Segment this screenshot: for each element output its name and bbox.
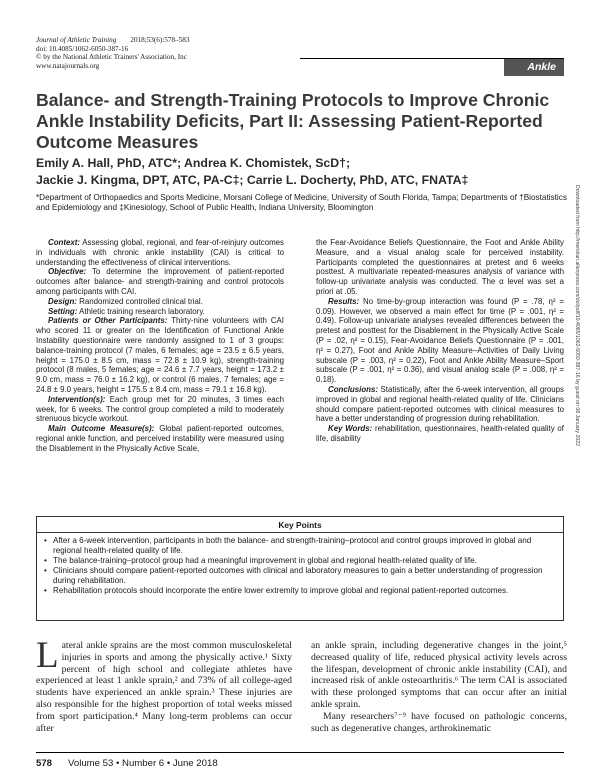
key-point-item bbox=[44, 556, 555, 566]
abstract-section bbox=[316, 424, 564, 444]
body-column-right bbox=[311, 640, 567, 734]
abstract-section bbox=[36, 307, 284, 317]
download-note bbox=[572, 185, 582, 580]
abstract-text: Each group met for 20 minutes, 3 times each week, for 6 weeks. The control group completed a mild to moderately strenuous bicycle workout. bbox=[36, 394, 284, 424]
abstract-section bbox=[36, 316, 284, 394]
abstract-label: Objective: bbox=[48, 267, 87, 277]
abstract-text: Statistically, after the 6-week intervention, all groups improved in global and regional health-related quality of life. Clinicians should compare patient-reported outcomes with clinical measures to have a better understanding of progression during rehabilitation. bbox=[316, 384, 564, 424]
abstract-text: To determine the improvement of patient-reported outcomes after balance- and strength-training and control protocols among participants with CAI. bbox=[36, 267, 284, 296]
abstract-section bbox=[316, 297, 564, 385]
abstract-section bbox=[36, 297, 284, 307]
doi: doi: 10.4085/1062-6050-387-16 bbox=[36, 44, 129, 53]
abstract-label: Intervention(s): bbox=[48, 394, 106, 404]
abstract-label: Setting: bbox=[48, 306, 78, 316]
abstract-label: Patients or Other Participants: bbox=[48, 316, 168, 326]
author-line-1: Emily A. Hall, PhD, ATC*; Andrea K. Chomistek, ScD†; bbox=[36, 156, 351, 170]
body-paragraph-1-cont: an ankle sprain, including degenerative changes in the joint,⁵ decreased quality of life, reduced physical activity levels across the lifespan, development of chronic ankle instability (CAI), and increased risk of ankle osteoarthritis.⁶ The term CAI is associated with these prolonged symptoms that can occur after an initial ankle sprain. bbox=[311, 640, 567, 710]
journal-url[interactable]: www.natajournals.org bbox=[36, 61, 100, 70]
abstract-section bbox=[36, 267, 284, 296]
drop-cap: L bbox=[36, 635, 59, 676]
key-point-item bbox=[44, 586, 555, 596]
abstract-label: Context: bbox=[48, 238, 80, 247]
abstract-text: Assessing global, regional, and fear-of-reinjury outcomes in individuals with chronic ankle instability (CAI) is critical to understanding the effectiveness of clinical interventions. bbox=[36, 238, 284, 267]
abstract-text: No time-by-group interaction was found (P = .78, η² = 0.09). However, we observed a main effect for time (P = .001, η² = 0.49). Follow-up univariate analyses revealed differences between the pretest and posttest for the Disablement in the Physically Active Scale (P = .02, η² = 0.15), Fear-Avoidance Beliefs Questionnaire (P = .001, η² = 0.27), Foot and Ankle Ability Measure–Activities of Daily Living subscale (P = .003, η² = 0.22), Foot and Ankle Ability Measure–Sport subscale (P = .001, η² = 0.36), and visual analog scale (P = .008, η² = 0.18). bbox=[316, 296, 564, 385]
copyright: © by the National Athletic Trainers' Association, Inc bbox=[36, 53, 187, 62]
abstract-label: Design: bbox=[48, 296, 77, 306]
bullet-icon: • bbox=[44, 536, 47, 545]
abstract-text: the Fear-Avoidance Beliefs Questionnaire, the Foot and Ankle Ability Measure, and a visual analog scale for perceived instability. Participants completed the questionnaires at pretest and 6 weeks posttest. A multivariate repeated-measures analysis of variance with follow-up univariate analysis was conducted. The α level was set a priori at .05. bbox=[316, 238, 564, 296]
abstract-section bbox=[36, 238, 284, 267]
journal-citation: 2018;53(6):578–583 bbox=[130, 36, 190, 44]
journal-header bbox=[36, 36, 189, 70]
key-point-text: The balance-training–protocol group had a meaningful improvement in global and regional health-related quality of life. bbox=[53, 556, 477, 566]
abstract-section bbox=[36, 395, 284, 424]
abstract-label: Conclusions: bbox=[328, 384, 378, 394]
author-line-2: Jackie J. Kingma, DPT, ATC, PA-C‡; Carrie L. Docherty, PhD, ATC, FNATA‡ bbox=[36, 172, 469, 187]
key-point-item bbox=[44, 566, 555, 586]
key-point-item bbox=[44, 536, 555, 556]
abstract-text: Athletic training research laboratory. bbox=[79, 306, 205, 316]
section-label: Ankle bbox=[527, 61, 556, 73]
key-points-box bbox=[36, 516, 564, 621]
page-number: 578 bbox=[36, 758, 53, 769]
bullet-icon: • bbox=[44, 556, 47, 566]
bullet-icon: • bbox=[44, 586, 47, 596]
abstract-label: Key Words: bbox=[328, 424, 373, 434]
key-points-list bbox=[37, 536, 563, 597]
abstract-section bbox=[316, 238, 564, 297]
key-point-text: After a 6-week intervention, participants in both the balance- and strength-training–protocol and control groups improved in global and regional health-related quality of life. bbox=[53, 536, 532, 556]
bullet-icon: • bbox=[44, 566, 47, 576]
volume-info: Volume 53 • Number 6 • June 2018 bbox=[68, 758, 218, 769]
abstract-text: rehabilitation, questionnaires, health-related quality of life, disability bbox=[316, 424, 564, 443]
affiliations: *Department of Orthopaedics and Sports Medicine, Morsani College of Medicine, University of South Florida, Tampa; Departments of †Biostatistics and Epidemiology and ‡Kinesiology, School of Public Health, Indiana University, Bloomington bbox=[36, 193, 567, 213]
abstract-label: Main Outcome Measure(s): bbox=[48, 424, 155, 434]
journal-title: Journal of Athletic Training bbox=[36, 36, 117, 44]
abstract-right bbox=[316, 238, 564, 444]
body-column-left bbox=[36, 635, 292, 734]
key-point-text: Rehabilitation protocols should incorporate the entire lower extremity to improve global and regional patient-reported outcomes. bbox=[53, 586, 509, 596]
abstract-text: Randomized controlled clinical trial. bbox=[79, 296, 203, 306]
section-tab bbox=[300, 58, 564, 76]
article-title: Balance- and Strength-Training Protocols to Improve Chronic Ankle Instability Deficits, Part II: Assessing Patient-Reported Outcome Measures bbox=[36, 90, 550, 152]
abstract-section bbox=[36, 424, 284, 453]
abstract-label: Results: bbox=[328, 296, 360, 306]
abstract-text: Thirty-nine volunteers with CAI who scored 11 or greater on the Identification of Functional Ankle Instability questionnaire were randomly assigned to 1 of 3 groups: balance-training protocol (7 males, 6 females; age = 23.5 ± 6.5 years, height = 175.0 ± 8.5 cm, mass = 72.8 ± 10.9 kg), strength-training protocol (8 males, 5 females; age = 24.6 ± 7.7 years, height = 173.2 ± 9.0 cm, mass = 76.0 ± 16.2 kg), or control (6 males, 7 females; age = 24.8 ± 9.0 years, height = 175.5 ± 8.4 cm, mass = 79.1 ± 16.8 kg). bbox=[36, 316, 284, 394]
abstract-text: Global patient-reported outcomes, regional ankle function, and perceived instability were measured using the Disablement in the Physically Active Scale, bbox=[36, 424, 284, 453]
abstract-section bbox=[316, 385, 564, 424]
page-footer bbox=[36, 752, 564, 769]
author-list bbox=[36, 155, 566, 188]
key-point-text: Clinicians should compare patient-reported outcomes with clinical and laboratory measures to gain a better understanding of progression during rehabilitation. bbox=[53, 566, 543, 586]
key-points-heading: Key Points bbox=[37, 517, 563, 533]
download-note-text: Downloaded from http://meridian.allenpress.com/doi/pdf/10.4085/1062-6050-387-16 by guest on 08 January 2022 bbox=[574, 185, 580, 446]
body-paragraph-2: Many researchers⁷⁻⁹ have focused on pathologic concerns, such as degenerative changes, arthrokinematic bbox=[311, 710, 567, 734]
abstract-left bbox=[36, 238, 284, 454]
body-paragraph-1: ateral ankle sprains are the most common musculoskeletal injuries in sports and among the physically active.¹ Sixty percent of high school and collegiate athletes have experienced at least 1 ankle sprain,² and 73% of all college-aged students have experienced an ankle sprain.³ These injuries are also responsible for the highest proportion of total weeks missed from sport participation.⁴ Many long-term problems can occur after bbox=[36, 640, 292, 734]
